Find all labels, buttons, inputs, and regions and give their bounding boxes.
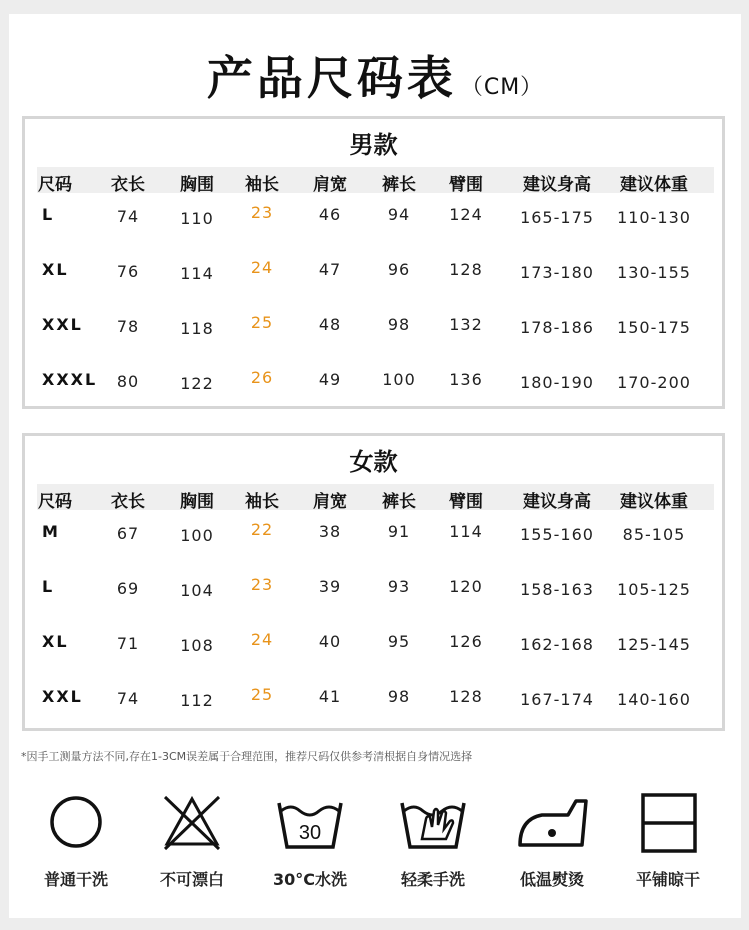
table-cell: 41 — [318, 687, 342, 706]
table-cell: 80 — [116, 372, 140, 391]
measurement-note: *因手工测量方法不同,存在1-3CM误差属于合理范围，推荐尺码仅供参考清根据自身情况选择 — [21, 750, 473, 763]
care-label: 普通干洗 — [43, 870, 108, 889]
wash-30-icon — [273, 789, 347, 859]
size-label: XXL — [42, 315, 83, 334]
table-cell: 178-186 — [520, 318, 594, 337]
men-size-panel — [22, 116, 725, 409]
table-cell: 132 — [449, 315, 483, 334]
table-cell: 47 — [318, 260, 342, 279]
care-item-dry-flat — [618, 789, 718, 890]
column-header: 建议身高 — [523, 492, 591, 512]
table-cell: 94 — [387, 205, 411, 224]
size-chart-sheet — [9, 14, 741, 918]
table-cell: 105-125 — [617, 580, 691, 599]
table-cell: 170-200 — [617, 373, 691, 392]
table-cell: 98 — [387, 687, 411, 706]
table-cell: 180-190 — [520, 373, 594, 392]
table-cell: 49 — [318, 370, 342, 389]
table-cell: 167-174 — [520, 690, 594, 709]
care-label: 30°C水洗 — [272, 870, 347, 889]
table-cell: 78 — [116, 317, 140, 336]
women-size-panel — [22, 433, 725, 731]
dry-clean-icon — [41, 789, 111, 859]
table-cell: 112 — [180, 691, 214, 710]
column-header: 尺码 — [38, 175, 72, 195]
care-item-no-bleach — [142, 789, 242, 890]
table-cell: 24 — [250, 258, 274, 277]
title-text: 产品尺码表 — [206, 51, 457, 105]
dry-flat-icon — [633, 789, 703, 859]
table-cell: 165-175 — [520, 208, 594, 227]
size-label: XXXL — [42, 370, 98, 389]
table-cell: 114 — [180, 264, 214, 283]
column-header: 建议体重 — [620, 492, 688, 512]
care-label: 不可漂白 — [159, 870, 224, 889]
table-cell: 39 — [318, 577, 342, 596]
size-label: M — [42, 522, 60, 541]
table-cell: 125-145 — [617, 635, 691, 654]
table-cell: 71 — [116, 634, 140, 653]
column-header: 建议体重 — [620, 175, 688, 195]
column-header: 肩宽 — [313, 492, 347, 512]
table-cell: 46 — [318, 205, 342, 224]
table-cell: 100 — [180, 526, 214, 545]
table-cell: 25 — [250, 313, 274, 332]
table-cell: 74 — [116, 689, 140, 708]
care-item-dry-clean — [26, 789, 126, 890]
table-cell: 110-130 — [617, 208, 691, 227]
column-header: 袖长 — [245, 175, 279, 195]
table-cell: 140-160 — [617, 690, 691, 709]
care-item-wash-30 — [260, 789, 360, 890]
table-cell: 120 — [449, 577, 483, 596]
table-cell: 130-155 — [617, 263, 691, 282]
table-cell: 110 — [180, 209, 214, 228]
size-label: XL — [42, 260, 69, 279]
table-cell: 162-168 — [520, 635, 594, 654]
column-header: 尺码 — [38, 492, 72, 512]
table-cell: 98 — [387, 315, 411, 334]
care-label: 轻柔手洗 — [400, 870, 465, 889]
column-header: 裤长 — [382, 492, 416, 512]
table-cell: 136 — [449, 370, 483, 389]
column-header: 肩宽 — [313, 175, 347, 195]
column-header: 袖长 — [245, 492, 279, 512]
column-header: 胸围 — [180, 175, 214, 195]
women-panel-title: 女款 — [349, 448, 398, 476]
wash-temp: 30 — [298, 822, 322, 844]
page-title — [9, 42, 741, 108]
table-cell: 85-105 — [622, 525, 686, 544]
men-panel-title: 男款 — [349, 131, 398, 159]
table-cell: 96 — [387, 260, 411, 279]
table-cell: 48 — [318, 315, 342, 334]
table-cell: 122 — [180, 374, 214, 393]
table-cell: 124 — [449, 205, 483, 224]
table-cell: 91 — [387, 522, 411, 541]
care-item-iron-low — [502, 789, 602, 890]
table-cell: 155-160 — [520, 525, 594, 544]
size-label: L — [42, 577, 55, 596]
table-cell: 67 — [116, 524, 140, 543]
unit-text: （CM） — [460, 75, 544, 100]
table-cell: 23 — [250, 575, 274, 594]
table-cell: 38 — [318, 522, 342, 541]
size-label: XL — [42, 632, 69, 651]
table-cell: 95 — [387, 632, 411, 651]
table-cell: 104 — [180, 581, 214, 600]
iron-low-icon — [514, 789, 590, 859]
table-cell: 128 — [449, 687, 483, 706]
care-item-hand-wash — [383, 789, 483, 890]
no-bleach-icon — [157, 789, 227, 859]
table-cell: 128 — [449, 260, 483, 279]
table-cell: 74 — [116, 207, 140, 226]
table-cell: 150-175 — [617, 318, 691, 337]
table-cell: 23 — [250, 203, 274, 222]
size-label: XXL — [42, 687, 83, 706]
table-cell: 24 — [250, 630, 274, 649]
table-cell: 93 — [387, 577, 411, 596]
table-cell: 173-180 — [520, 263, 594, 282]
table-cell: 25 — [250, 685, 274, 704]
size-label: L — [42, 205, 55, 224]
table-cell: 114 — [449, 522, 483, 541]
table-cell: 26 — [250, 368, 274, 387]
column-header: 胸围 — [180, 492, 214, 512]
table-cell: 100 — [382, 370, 416, 389]
table-cell: 22 — [250, 520, 274, 539]
table-cell: 108 — [180, 636, 214, 655]
column-header: 臂围 — [449, 492, 483, 512]
table-cell: 40 — [318, 632, 342, 651]
table-cell: 118 — [180, 319, 214, 338]
women-header-row — [37, 484, 714, 510]
column-header: 衣长 — [111, 175, 145, 195]
table-cell: 126 — [449, 632, 483, 651]
care-label: 低温熨烫 — [519, 870, 584, 889]
table-cell: 69 — [116, 579, 140, 598]
care-label: 平铺晾干 — [635, 870, 700, 889]
column-header: 臂围 — [449, 175, 483, 195]
column-header: 衣长 — [111, 492, 145, 512]
men-header-row — [37, 167, 714, 193]
hand-wash-icon — [396, 789, 470, 859]
column-header: 裤长 — [382, 175, 416, 195]
column-header: 建议身高 — [523, 175, 591, 195]
table-cell: 158-163 — [520, 580, 594, 599]
table-cell: 76 — [116, 262, 140, 281]
